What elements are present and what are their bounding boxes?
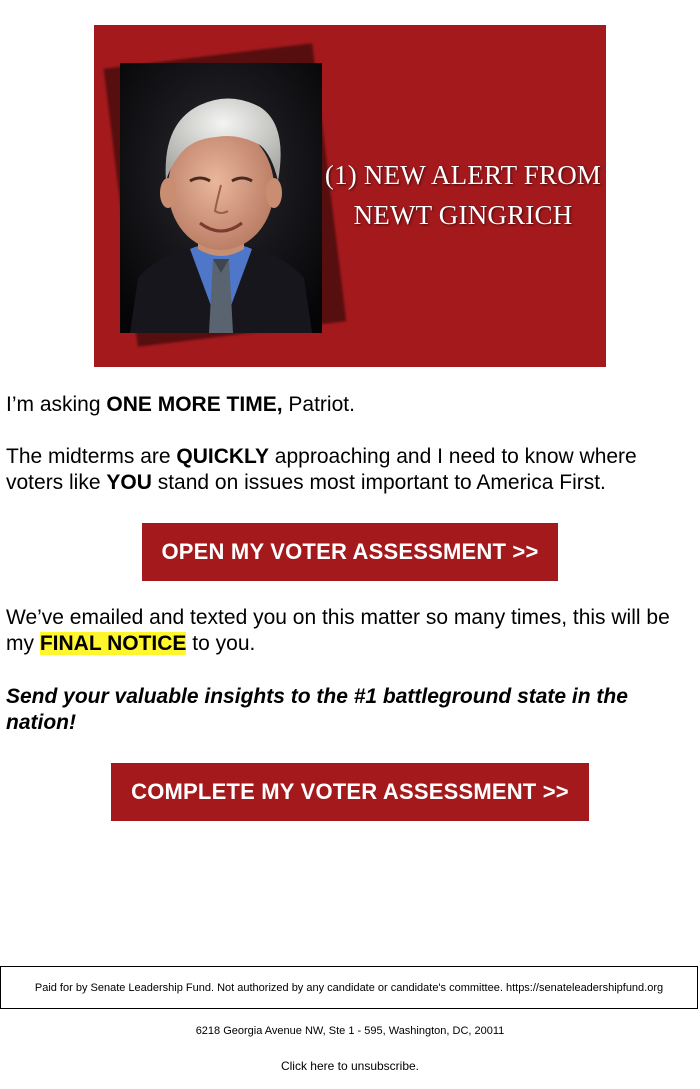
intro-bold: ONE MORE TIME,: [106, 393, 283, 416]
hero-headline-line2: NEWT GINGRICH: [353, 200, 573, 230]
final-notice-highlight: FINAL NOTICE: [39, 632, 187, 655]
unsubscribe-link[interactable]: Click here to unsubscribe.: [280, 1059, 420, 1073]
midterms-bold1: QUICKLY: [176, 445, 269, 468]
mailing-address: 6218 Georgia Avenue NW, Ste 1 - 595, Washington, DC, 20011: [195, 1025, 505, 1037]
midterms-part2: approaching and I need to know where voters like: [6, 445, 637, 494]
notice-paragraph: [6, 605, 696, 657]
portrait-photo: [120, 63, 322, 333]
notice-part1: We’ve emailed and texted you on this matter so many times, this will be my: [6, 606, 670, 655]
intro-paragraph: [6, 392, 696, 418]
insights-paragraph: Send your valuable insights to the #1 battleground state in the nation!: [6, 685, 628, 734]
disclaimer-box: [0, 966, 698, 1009]
intro-suffix: Patriot.: [282, 393, 355, 416]
complete-voter-assessment-button[interactable]: COMPLETE MY VOTER ASSESSMENT >>: [111, 763, 589, 821]
hero-headline-line1: (1) NEW ALERT FROM: [324, 160, 602, 190]
hero-banner: [94, 25, 606, 367]
midterms-paragraph: [6, 444, 696, 496]
intro-prefix: I’m asking: [6, 393, 107, 416]
open-voter-assessment-button[interactable]: OPEN MY VOTER ASSESSMENT >>: [142, 523, 558, 581]
midterms-part1: The midterms are: [6, 445, 177, 468]
portrait-illustration: [120, 63, 322, 333]
midterms-part3: stand on issues most important to America First.: [151, 471, 606, 494]
hero-headline: [320, 155, 606, 235]
notice-part2: to you.: [186, 632, 256, 655]
midterms-bold2: YOU: [106, 471, 152, 494]
disclaimer-text: Paid for by Senate Leadership Fund. Not authorized by any candidate or candidate's committee. https://senateleadershipfund.org: [34, 981, 664, 994]
